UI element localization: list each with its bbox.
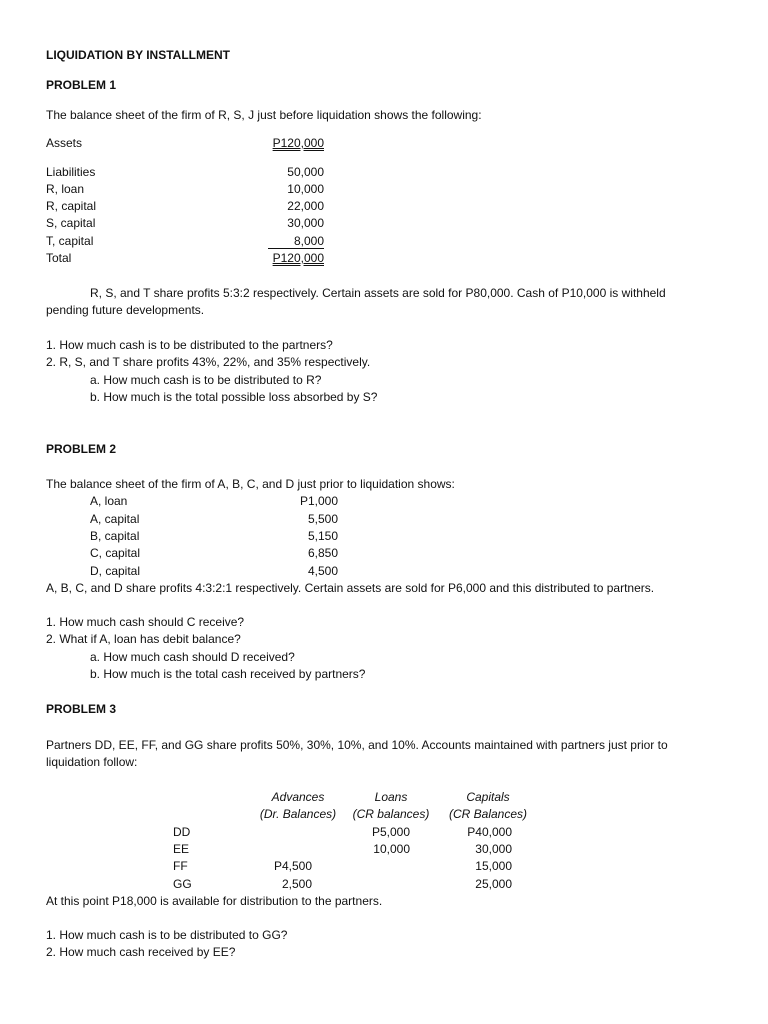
- problem-2-intro: The balance sheet of the firm of A, B, C, and D just prior to liquidation shows:: [46, 477, 455, 491]
- bs-row-value: 22,000: [287, 199, 324, 213]
- problem-3-intro-line-1: Partners DD, EE, FF, and GG share profits 50%, 30%, 10%, and 10%. Accounts maintained with partners just prior to: [46, 738, 668, 752]
- problem-1-question-2: 2. R, S, and T share profits 43%, 22%, and 35% respectively.: [46, 355, 371, 369]
- partner-advances: P4,500: [273, 859, 312, 873]
- partner-name: FF: [173, 859, 188, 873]
- account-label: A, capital: [90, 512, 140, 526]
- problem-3-question-1: 1. How much cash is to be distributed to GG?: [46, 928, 288, 942]
- account-value: 5,500: [307, 512, 338, 526]
- problem-1-paragraph-line-2: pending future developments.: [46, 303, 205, 317]
- bs-row-value: 30,000: [287, 216, 324, 230]
- bs-row-label: S, capital: [46, 216, 96, 230]
- account-value: 4,500: [307, 564, 338, 578]
- bs-row-label: T, capital: [46, 234, 94, 248]
- column-header-loans: Loans: [374, 790, 408, 804]
- column-header-capitals-sub: (CR Balances): [448, 807, 528, 821]
- bs-row-label: R, loan: [46, 182, 85, 196]
- account-value: 5,150: [307, 529, 338, 543]
- problem-3-heading: PROBLEM 3: [46, 702, 117, 716]
- partner-name: DD: [173, 825, 191, 839]
- column-header-loans-sub: (CR balances): [352, 807, 430, 821]
- document-title: LIQUIDATION BY INSTALLMENT: [46, 48, 230, 62]
- problem-3-question-2: 2. How much cash received by EE?: [46, 945, 236, 959]
- bs-total-value: P120,000: [272, 251, 324, 265]
- subtotal-rule: [268, 248, 324, 249]
- bs-row-value: 50,000: [287, 165, 324, 179]
- partner-capitals: 30,000: [475, 842, 512, 856]
- partner-capitals: 15,000: [475, 859, 512, 873]
- problem-2-heading: PROBLEM 2: [46, 442, 117, 456]
- problem-1-question-2a: a. How much cash is to be distributed to R?: [90, 373, 322, 387]
- problem-2-question-2b: b. How much is the total cash received by partners?: [90, 667, 366, 681]
- problem-2-question-2a: a. How much cash should D received?: [90, 650, 295, 664]
- bs-row-value: 10,000: [287, 182, 324, 196]
- partner-loans: P5,000: [371, 825, 410, 839]
- column-header-advances-sub: (Dr. Balances): [259, 807, 337, 821]
- assets-label: Assets: [46, 136, 83, 150]
- partner-capitals: 25,000: [475, 877, 512, 891]
- assets-value: P120,000: [272, 136, 324, 150]
- problem-2-paragraph: A, B, C, and D share profits 4:3:2:1 respectively. Certain assets are sold for P6,000 and this distributed to partners.: [46, 581, 655, 595]
- partner-advances: 2,500: [281, 877, 312, 891]
- partner-name: EE: [173, 842, 190, 856]
- account-label: B, capital: [90, 529, 140, 543]
- account-label: D, capital: [90, 564, 141, 578]
- account-value: 6,850: [307, 546, 338, 560]
- problem-1-question-2b: b. How much is the total possible loss absorbed by S?: [90, 390, 378, 404]
- column-header-capitals: Capitals: [466, 790, 510, 804]
- problem-1-intro: The balance sheet of the firm of R, S, J just before liquidation shows the following:: [46, 108, 482, 122]
- problem-3-paragraph: At this point P18,000 is available for distribution to the partners.: [46, 894, 383, 908]
- account-label: C, capital: [90, 546, 141, 560]
- problem-2-question-1: 1. How much cash should C receive?: [46, 615, 245, 629]
- partner-capitals: P40,000: [467, 825, 512, 839]
- problem-2-question-2: 2. What if A, loan has debit balance?: [46, 632, 241, 646]
- partner-loans: 10,000: [373, 842, 410, 856]
- partner-name: GG: [173, 877, 192, 891]
- bs-row-label: Liabilities: [46, 165, 96, 179]
- bs-row-label: R, capital: [46, 199, 97, 213]
- account-value: P1,000: [299, 494, 338, 508]
- problem-1-heading: PROBLEM 1: [46, 78, 117, 92]
- column-header-advances: Advances: [271, 790, 325, 804]
- bs-total-label: Total: [46, 251, 72, 265]
- problem-1-paragraph-line-1: R, S, and T share profits 5:3:2 respectively. Certain assets are sold for P80,000. Cash of P10,000 is withheld: [90, 286, 666, 300]
- account-label: A, loan: [90, 494, 128, 508]
- bs-row-value: 8,000: [293, 234, 324, 248]
- problem-1-question-1: 1. How much cash is to be distributed to the partners?: [46, 338, 333, 352]
- problem-3-intro-line-2: liquidation follow:: [46, 755, 138, 769]
